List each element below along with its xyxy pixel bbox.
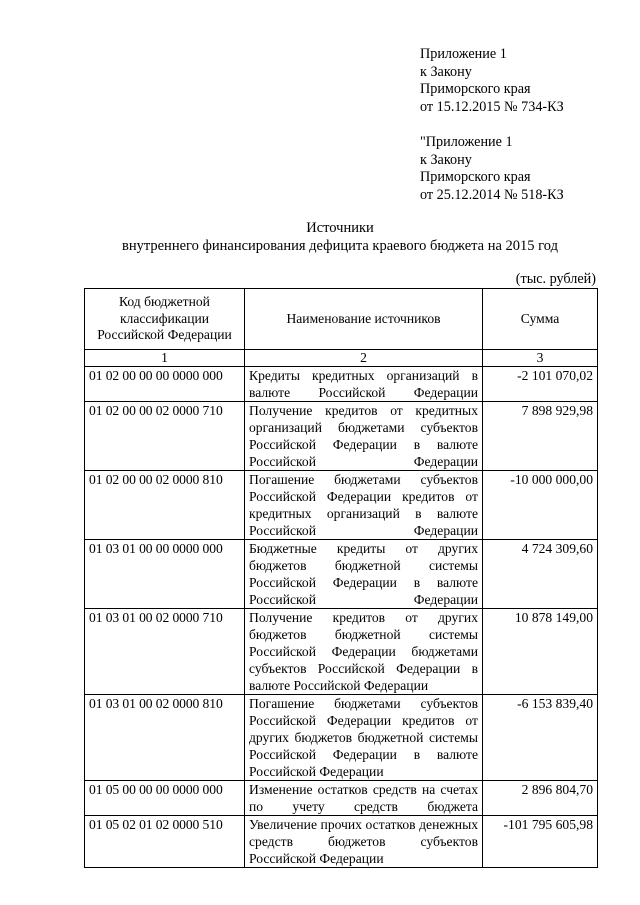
row-code: 01 02 00 00 00 0000 000 [85, 367, 245, 402]
annex-line: Приморского края [420, 169, 531, 185]
row-sum: 2 896 804,70 [483, 781, 598, 816]
row-name: Погашение бюджетами субъектов Российской Федерации кредитов от кредитных организаций в валюте Российской Федерации [245, 471, 483, 540]
row-name: Бюджетные кредиты от других бюджетов бюджетной системы Российской Федерации в валюте Российской Федерации [245, 540, 483, 609]
column-number: 2 [245, 350, 483, 367]
column-number: 3 [483, 350, 598, 367]
column-number: 1 [85, 350, 245, 367]
row-sum: -6 153 839,40 [483, 695, 598, 781]
row-sum: -10 000 000,00 [483, 471, 598, 540]
table-row [85, 540, 598, 609]
row-code: 01 02 00 00 02 0000 810 [85, 471, 245, 540]
annex-line: "Приложение 1 [420, 134, 513, 150]
table-row [85, 471, 598, 540]
row-sum: 10 878 149,00 [483, 609, 598, 695]
header-code: Код бюджетной классификации Российской Федерации [85, 289, 245, 350]
row-name: Увеличение прочих остатков денежных средств бюджетов субъектов Российской Федерации [245, 816, 483, 868]
row-sum: -101 795 605,98 [483, 816, 598, 868]
document-title [60, 219, 620, 255]
row-name: Получение кредитов от кредитных организаций бюджетами субъектов Российской Федерации в валюте Российской Федерации [245, 402, 483, 471]
annex-line: к Закону [420, 151, 472, 168]
row-name: Получение кредитов от других бюджетов бюджетной системы Российской Федерации бюджетами субъектов Российской Федерации в валюте Российской Федерации [245, 609, 483, 695]
table-row [85, 695, 598, 781]
row-name: Погашение бюджетами субъектов Российской Федерации кредитов от других бюджетов бюджетной системы Российской Федерации в валюте Российской Федерации [245, 695, 483, 781]
annex-line: к Закону [420, 63, 472, 80]
row-code: 01 02 00 00 02 0000 710 [85, 402, 245, 471]
row-sum: -2 101 070,02 [483, 367, 598, 402]
annex-line: Приморского края [420, 81, 531, 97]
annex-line: от 15.12.2015 № 734-КЗ [420, 98, 564, 115]
row-code: 01 03 01 00 02 0000 810 [85, 695, 245, 781]
annex-original-reference [420, 134, 564, 204]
row-name: Изменение остатков средств на счетах по учету средств бюджета [245, 781, 483, 816]
header-sum: Сумма [483, 289, 598, 350]
title-line-1: Источники [306, 220, 374, 236]
table-row [85, 367, 598, 402]
table-row [85, 816, 598, 868]
row-code: 01 05 02 01 02 0000 510 [85, 816, 245, 868]
financing-sources-table [84, 288, 598, 868]
header-name: Наименование источников [245, 289, 483, 350]
annex-line: от 25.12.2014 № 518-КЗ [420, 186, 564, 203]
table-row [85, 781, 598, 816]
title-line-2: внутреннего финансирования дефицита краевого бюджета на 2015 год [122, 238, 558, 254]
table-row [85, 609, 598, 695]
row-sum: 7 898 929,98 [483, 402, 598, 471]
annex-current-reference [420, 46, 564, 116]
annex-line: Приложение 1 [420, 46, 507, 62]
row-name: Кредиты кредитных организаций в валюте Российской Федерации [245, 367, 483, 402]
row-sum: 4 724 309,60 [483, 540, 598, 609]
row-code: 01 03 01 00 02 0000 710 [85, 609, 245, 695]
units-label: (тыс. рублей) [515, 271, 596, 287]
row-code: 01 05 00 00 00 0000 000 [85, 781, 245, 816]
table-row [85, 402, 598, 471]
row-code: 01 03 01 00 00 0000 000 [85, 540, 245, 609]
